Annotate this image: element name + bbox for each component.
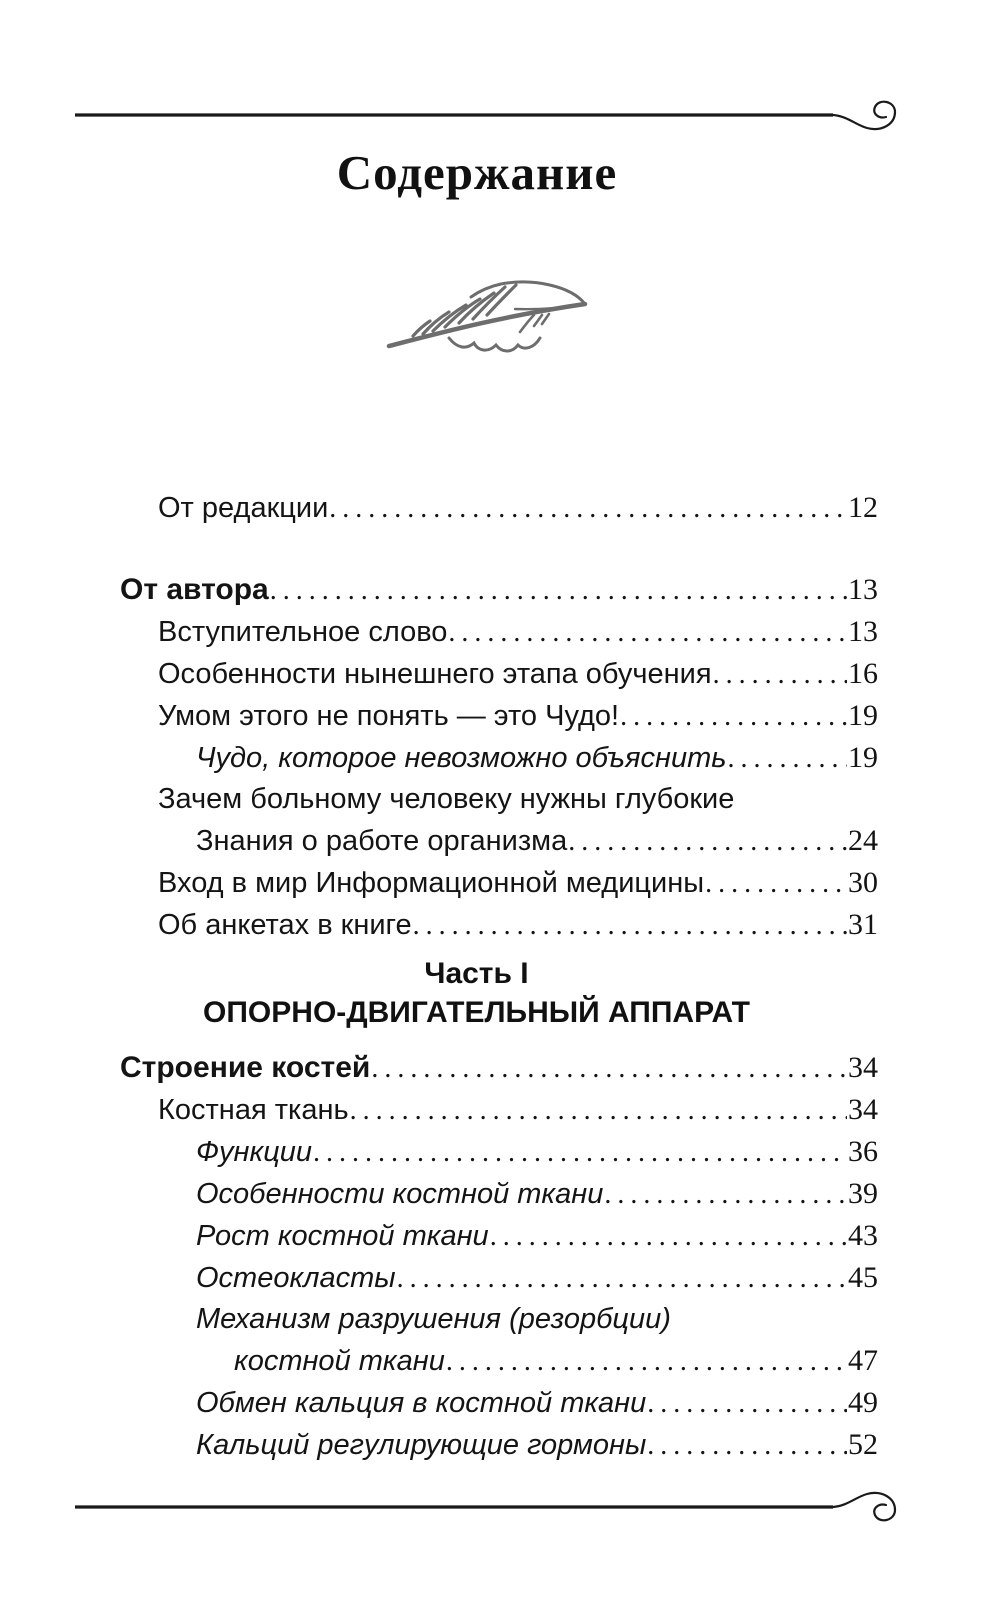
toc-entry-page: 47 <box>848 1344 878 1377</box>
toc-entry-label: Обмен кальция в костной ткани <box>196 1387 647 1419</box>
toc-entry <box>120 1131 878 1173</box>
page-title: Содержание <box>336 145 618 200</box>
toc-entry-label: Вступительное слово <box>158 616 448 648</box>
toc-entry-label: Об анкетах в книге <box>158 909 412 941</box>
toc-entry-label: Механизм разрушения (резорбции) <box>196 1303 671 1335</box>
dot-leader <box>647 1383 847 1424</box>
dot-leader <box>413 905 847 946</box>
toc-entry-page: 49 <box>848 1386 878 1419</box>
toc-entry <box>120 1089 878 1131</box>
toc-entry-page: 16 <box>848 657 878 690</box>
dot-leader <box>647 1425 847 1466</box>
part-heading-title: ОПОРНО-ДВИГАТЕЛЬНЫЙ АППАРАТ <box>203 996 750 1029</box>
dot-leader <box>397 1258 847 1299</box>
dot-leader <box>446 1341 847 1382</box>
toc-entry-page: 19 <box>848 699 878 732</box>
toc-entry-label: Костная ткань <box>158 1094 349 1126</box>
toc-entry-page: 39 <box>848 1177 878 1210</box>
dot-leader <box>728 738 847 779</box>
toc-entry-label: Чудо, которое невозможно объяснить <box>196 742 727 774</box>
toc-entry <box>120 904 878 946</box>
flourish-line-icon <box>0 1477 1000 1537</box>
dot-leader <box>705 863 847 904</box>
toc-entry <box>120 695 878 737</box>
dot-leader <box>270 570 847 611</box>
part-heading <box>75 954 878 1032</box>
toc-entry-page: 36 <box>848 1135 878 1168</box>
toc-entry <box>120 737 878 779</box>
flourish-line-icon <box>0 85 1000 145</box>
toc-entry-label: Строение костей <box>120 1051 371 1084</box>
toc-entry-page: 13 <box>848 615 878 648</box>
toc-entry <box>120 1340 878 1382</box>
toc-entry-continued-first-line <box>120 779 878 820</box>
bottom-rule-flourish <box>0 1477 1000 1537</box>
toc-entry-label: От автора <box>120 573 269 606</box>
dot-leader <box>604 1174 847 1215</box>
toc-entry <box>120 1173 878 1215</box>
toc-entry <box>120 1047 878 1089</box>
dot-leader <box>568 821 847 862</box>
dot-leader <box>313 1132 847 1173</box>
toc-entry-page: 34 <box>848 1051 878 1084</box>
toc-entry-label: Особенности костной ткани <box>196 1178 604 1210</box>
toc-entry <box>120 611 878 653</box>
toc-entry <box>120 487 878 529</box>
toc-entry-page: 52 <box>848 1428 878 1461</box>
table-of-contents <box>120 487 878 1466</box>
toc-entry-page: 30 <box>848 866 878 899</box>
toc-entry <box>120 1215 878 1257</box>
toc-entry-page: 45 <box>848 1261 878 1294</box>
toc-entry-page: 24 <box>848 824 878 857</box>
toc-entry-label: Вход в мир Информационной медицины <box>158 867 705 899</box>
dot-leader <box>448 612 847 653</box>
toc-entry <box>120 1424 878 1466</box>
toc-entry-label: костной ткани <box>234 1345 445 1377</box>
dot-leader <box>713 654 847 695</box>
part-heading-number: Часть I <box>424 957 529 990</box>
toc-entry-label: От редакции <box>158 492 329 524</box>
toc-entry-label: Рост костной ткани <box>196 1220 489 1252</box>
toc-entry-label: Зачем больному человеку нужны глубокие <box>158 783 735 815</box>
toc-entry <box>120 569 878 611</box>
toc-entry-label: Особенности нынешнего этапа обучения <box>158 658 712 690</box>
toc-entry-label: Умом этого не понять — это Чудо! <box>158 700 620 732</box>
toc-entry <box>120 1257 878 1299</box>
dot-leader <box>371 1048 847 1089</box>
dot-leader <box>329 488 847 529</box>
toc-entry <box>120 653 878 695</box>
toc-entry <box>120 1382 878 1424</box>
toc-entry <box>120 862 878 904</box>
toc-entry <box>120 820 878 862</box>
toc-entry-page: 31 <box>848 908 878 941</box>
toc-entry-label: Остеокласты <box>196 1262 396 1294</box>
feather-icon <box>383 274 595 354</box>
toc-entry-page: 12 <box>848 491 878 524</box>
toc-entry-label: Знания о работе организма <box>196 825 568 857</box>
dot-leader <box>350 1090 847 1131</box>
toc-entry-page: 19 <box>848 741 878 774</box>
toc-entry-label: Кальций регулирующие гормоны <box>196 1429 647 1461</box>
top-rule-flourish <box>0 85 1000 145</box>
toc-entry-page: 13 <box>848 573 878 606</box>
toc-entry-page: 34 <box>848 1093 878 1126</box>
toc-entry-label: Функции <box>196 1136 313 1168</box>
dot-leader <box>490 1216 847 1257</box>
dot-leader <box>620 696 847 737</box>
toc-entry-page: 43 <box>848 1219 878 1252</box>
toc-entry-continued-first-line <box>120 1299 878 1340</box>
